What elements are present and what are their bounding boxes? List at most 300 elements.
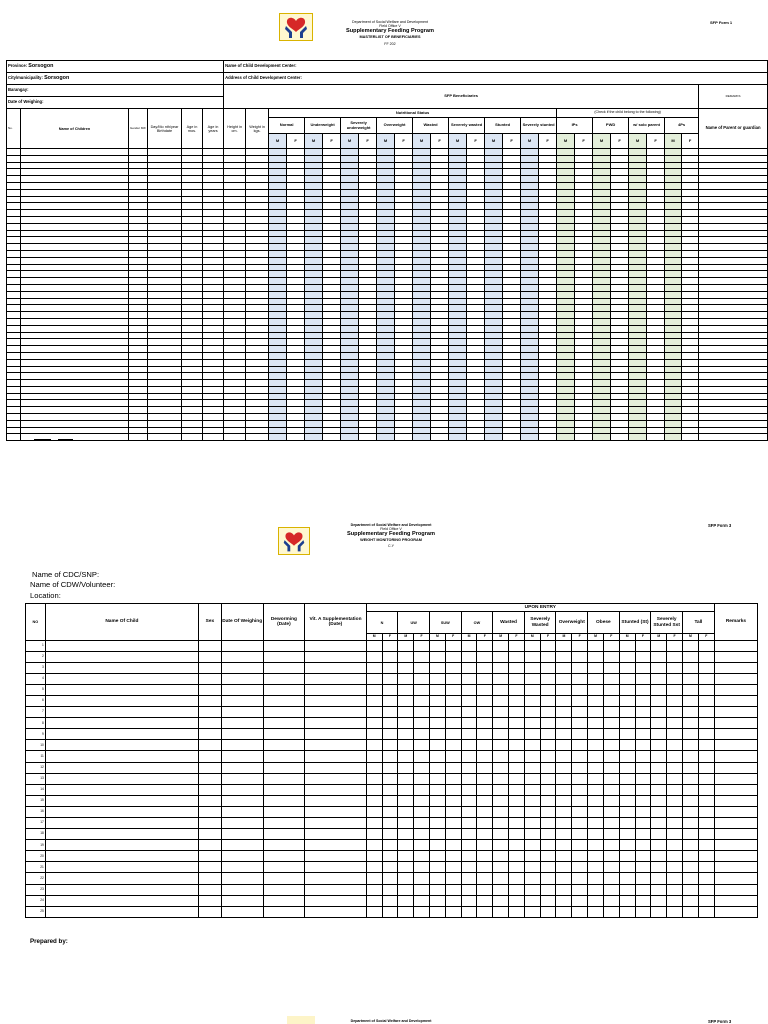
entry-cell[interactable] — [305, 414, 323, 421]
entry-cell[interactable] — [263, 684, 305, 695]
entry-cell[interactable] — [682, 884, 698, 895]
entry-cell[interactable] — [377, 155, 395, 162]
entry-cell[interactable] — [129, 427, 148, 434]
entry-cell[interactable] — [629, 291, 647, 298]
entry-cell[interactable] — [698, 729, 714, 740]
entry-cell[interactable] — [503, 189, 521, 196]
entry-cell[interactable] — [467, 434, 485, 441]
entry-cell[interactable] — [203, 155, 224, 162]
entry-cell[interactable] — [665, 407, 682, 414]
entry-cell[interactable] — [556, 673, 572, 684]
entry-cell[interactable] — [629, 305, 647, 312]
entry-cell[interactable] — [305, 332, 323, 339]
entry-cell[interactable] — [682, 264, 699, 271]
entry-cell[interactable] — [485, 216, 503, 223]
entry-cell[interactable] — [651, 707, 667, 718]
entry-cell[interactable] — [246, 359, 269, 366]
entry-cell[interactable] — [305, 237, 323, 244]
entry-cell[interactable] — [395, 284, 413, 291]
entry-cell[interactable] — [593, 237, 611, 244]
entry-cell[interactable] — [431, 155, 449, 162]
entry-cell[interactable] — [629, 386, 647, 393]
entry-cell[interactable] — [305, 729, 366, 740]
entry-cell[interactable] — [182, 271, 203, 278]
entry-cell[interactable] — [588, 829, 604, 840]
entry-cell[interactable] — [575, 427, 593, 434]
entry-cell[interactable] — [575, 291, 593, 298]
entry-cell[interactable] — [593, 196, 611, 203]
entry-cell[interactable] — [575, 284, 593, 291]
entry-cell[interactable] — [449, 325, 467, 332]
entry-cell[interactable] — [467, 346, 485, 353]
entry-cell[interactable] — [377, 250, 395, 257]
entry-cell[interactable] — [647, 278, 665, 285]
entry-cell[interactable] — [7, 386, 21, 393]
entry-cell[interactable] — [182, 169, 203, 176]
entry-cell[interactable] — [148, 284, 182, 291]
entry-cell[interactable] — [263, 673, 305, 684]
entry-cell[interactable] — [575, 420, 593, 427]
entry-cell[interactable] — [665, 434, 682, 441]
entry-cell[interactable] — [629, 264, 647, 271]
entry-cell[interactable] — [198, 784, 221, 795]
entry-cell[interactable] — [7, 339, 21, 346]
entry-cell[interactable] — [305, 182, 323, 189]
entry-cell[interactable] — [45, 840, 198, 851]
entry-cell[interactable] — [21, 210, 129, 217]
entry-cell[interactable] — [7, 359, 21, 366]
entry-cell[interactable] — [667, 818, 683, 829]
entry-cell[interactable] — [647, 264, 665, 271]
entry-cell[interactable] — [246, 414, 269, 421]
entry-cell[interactable] — [619, 840, 635, 851]
entry-cell[interactable] — [647, 155, 665, 162]
entry-cell[interactable] — [7, 230, 21, 237]
entry-cell[interactable] — [503, 237, 521, 244]
entry-cell[interactable] — [699, 393, 768, 400]
entry-cell[interactable] — [7, 380, 21, 387]
entry-cell[interactable] — [198, 729, 221, 740]
entry-cell[interactable] — [593, 250, 611, 257]
entry-cell[interactable] — [246, 237, 269, 244]
entry-cell[interactable] — [221, 640, 263, 651]
entry-cell[interactable] — [341, 264, 359, 271]
entry-cell[interactable] — [366, 662, 382, 673]
entry-cell[interactable] — [7, 325, 21, 332]
entry-cell[interactable] — [7, 162, 21, 169]
entry-cell[interactable] — [556, 806, 572, 817]
entry-cell[interactable] — [359, 244, 377, 251]
entry-cell[interactable] — [619, 829, 635, 840]
entry-cell[interactable] — [556, 762, 572, 773]
entry-cell[interactable] — [305, 359, 323, 366]
entry-cell[interactable] — [575, 339, 593, 346]
entry-cell[interactable] — [246, 162, 269, 169]
entry-cell[interactable] — [263, 718, 305, 729]
entry-cell[interactable] — [287, 210, 305, 217]
entry-cell[interactable] — [287, 284, 305, 291]
entry-cell[interactable] — [477, 707, 493, 718]
entry-cell[interactable] — [603, 862, 619, 873]
entry-cell[interactable] — [323, 434, 341, 441]
entry-cell[interactable] — [557, 298, 575, 305]
entry-cell[interactable] — [246, 352, 269, 359]
entry-cell[interactable] — [665, 216, 682, 223]
entry-cell[interactable] — [148, 223, 182, 230]
entry-cell[interactable] — [665, 427, 682, 434]
entry-cell[interactable] — [148, 250, 182, 257]
entry-cell[interactable] — [395, 216, 413, 223]
entry-cell[interactable] — [203, 427, 224, 434]
entry-cell[interactable] — [593, 176, 611, 183]
entry-cell[interactable] — [665, 318, 682, 325]
entry-cell[interactable] — [246, 291, 269, 298]
entry-cell[interactable] — [429, 673, 445, 684]
entry-cell[interactable] — [323, 312, 341, 319]
entry-cell[interactable] — [503, 359, 521, 366]
entry-cell[interactable] — [665, 305, 682, 312]
entry-cell[interactable] — [323, 305, 341, 312]
entry-cell[interactable] — [539, 407, 557, 414]
entry-cell[interactable] — [588, 751, 604, 762]
entry-cell[interactable] — [429, 695, 445, 706]
entry-cell[interactable] — [539, 196, 557, 203]
entry-cell[interactable] — [398, 773, 414, 784]
entry-cell[interactable] — [323, 264, 341, 271]
entry-cell[interactable] — [395, 176, 413, 183]
entry-cell[interactable] — [148, 339, 182, 346]
entry-cell[interactable] — [593, 210, 611, 217]
entry-cell[interactable] — [7, 203, 21, 210]
entry-cell[interactable] — [203, 298, 224, 305]
entry-cell[interactable] — [603, 729, 619, 740]
entry-cell[interactable] — [611, 386, 629, 393]
entry-cell[interactable] — [305, 906, 366, 917]
entry-cell[interactable] — [382, 740, 398, 751]
entry-cell[interactable] — [269, 162, 287, 169]
entry-cell[interactable] — [556, 829, 572, 840]
entry-cell[interactable] — [611, 332, 629, 339]
entry-cell[interactable] — [699, 271, 768, 278]
entry-cell[interactable] — [382, 751, 398, 762]
entry-cell[interactable] — [629, 244, 647, 251]
entry-cell[interactable] — [467, 189, 485, 196]
entry-cell[interactable] — [539, 386, 557, 393]
entry-cell[interactable] — [682, 673, 698, 684]
entry-cell[interactable] — [485, 352, 503, 359]
entry-cell[interactable] — [611, 291, 629, 298]
entry-cell[interactable] — [21, 325, 129, 332]
entry-cell[interactable] — [224, 149, 246, 156]
entry-cell[interactable] — [521, 284, 539, 291]
entry-cell[interactable] — [593, 169, 611, 176]
entry-cell[interactable] — [429, 906, 445, 917]
entry-cell[interactable] — [148, 271, 182, 278]
entry-cell[interactable] — [413, 291, 431, 298]
entry-cell[interactable] — [341, 414, 359, 421]
entry-cell[interactable] — [269, 284, 287, 291]
entry-cell[interactable] — [682, 393, 699, 400]
entry-cell[interactable] — [503, 352, 521, 359]
entry-cell[interactable] — [305, 420, 323, 427]
entry-cell[interactable] — [203, 237, 224, 244]
entry-cell[interactable] — [221, 651, 263, 662]
entry-cell[interactable] — [305, 271, 323, 278]
entry-cell[interactable] — [575, 318, 593, 325]
entry-cell[interactable] — [557, 196, 575, 203]
entry-cell[interactable] — [366, 751, 382, 762]
entry-cell[interactable] — [665, 189, 682, 196]
entry-cell[interactable] — [588, 729, 604, 740]
entry-cell[interactable] — [619, 762, 635, 773]
entry-cell[interactable] — [221, 862, 263, 873]
entry-cell[interactable] — [224, 203, 246, 210]
entry-cell[interactable] — [485, 155, 503, 162]
entry-cell[interactable] — [682, 873, 698, 884]
entry-cell[interactable] — [305, 806, 366, 817]
entry-cell[interactable] — [449, 380, 467, 387]
entry-cell[interactable] — [557, 278, 575, 285]
entry-cell[interactable] — [182, 223, 203, 230]
entry-cell[interactable] — [540, 673, 556, 684]
entry-cell[interactable] — [619, 651, 635, 662]
entry-cell[interactable] — [341, 291, 359, 298]
entry-cell[interactable] — [269, 386, 287, 393]
entry-cell[interactable] — [221, 895, 263, 906]
entry-cell[interactable] — [445, 873, 461, 884]
entry-cell[interactable] — [682, 707, 698, 718]
entry-cell[interactable] — [699, 162, 768, 169]
entry-cell[interactable] — [467, 318, 485, 325]
entry-cell[interactable] — [699, 359, 768, 366]
entry-cell[interactable] — [682, 230, 699, 237]
entry-cell[interactable] — [203, 169, 224, 176]
entry-cell[interactable] — [429, 718, 445, 729]
entry-cell[interactable] — [21, 312, 129, 319]
entry-cell[interactable] — [395, 339, 413, 346]
entry-cell[interactable] — [539, 325, 557, 332]
entry-cell[interactable] — [682, 851, 698, 862]
entry-cell[interactable] — [263, 662, 305, 673]
entry-cell[interactable] — [682, 346, 699, 353]
entry-cell[interactable] — [224, 210, 246, 217]
entry-cell[interactable] — [699, 278, 768, 285]
entry-cell[interactable] — [429, 762, 445, 773]
entry-cell[interactable] — [224, 196, 246, 203]
entry-cell[interactable] — [413, 298, 431, 305]
entry-cell[interactable] — [203, 325, 224, 332]
entry-cell[interactable] — [651, 640, 667, 651]
entry-cell[interactable] — [203, 189, 224, 196]
entry-cell[interactable] — [619, 718, 635, 729]
entry-cell[interactable] — [521, 244, 539, 251]
entry-cell[interactable] — [323, 230, 341, 237]
entry-cell[interactable] — [148, 237, 182, 244]
entry-cell[interactable] — [647, 346, 665, 353]
entry-cell[interactable] — [182, 230, 203, 237]
entry-cell[interactable] — [682, 380, 699, 387]
entry-cell[interactable] — [224, 271, 246, 278]
entry-cell[interactable] — [588, 718, 604, 729]
entry-cell[interactable] — [461, 862, 477, 873]
entry-cell[interactable] — [129, 291, 148, 298]
entry-cell[interactable] — [395, 250, 413, 257]
entry-cell[interactable] — [629, 352, 647, 359]
entry-cell[interactable] — [593, 284, 611, 291]
entry-cell[interactable] — [629, 359, 647, 366]
entry-cell[interactable] — [7, 196, 21, 203]
entry-cell[interactable] — [665, 264, 682, 271]
entry-cell[interactable] — [382, 673, 398, 684]
entry-cell[interactable] — [182, 278, 203, 285]
entry-cell[interactable] — [665, 250, 682, 257]
entry-cell[interactable] — [413, 400, 431, 407]
entry-cell[interactable] — [647, 210, 665, 217]
entry-cell[interactable] — [395, 352, 413, 359]
entry-cell[interactable] — [603, 707, 619, 718]
entry-cell[interactable] — [699, 230, 768, 237]
entry-cell[interactable] — [603, 662, 619, 673]
entry-cell[interactable] — [629, 149, 647, 156]
entry-cell[interactable] — [665, 386, 682, 393]
entry-cell[interactable] — [366, 673, 382, 684]
entry-cell[interactable] — [305, 373, 323, 380]
entry-cell[interactable] — [287, 332, 305, 339]
entry-cell[interactable] — [449, 298, 467, 305]
entry-cell[interactable] — [521, 278, 539, 285]
entry-cell[interactable] — [203, 359, 224, 366]
entry-cell[interactable] — [221, 795, 263, 806]
entry-cell[interactable] — [359, 352, 377, 359]
entry-cell[interactable] — [593, 271, 611, 278]
entry-cell[interactable] — [593, 400, 611, 407]
entry-cell[interactable] — [556, 662, 572, 673]
entry-cell[interactable] — [647, 318, 665, 325]
entry-cell[interactable] — [714, 906, 757, 917]
entry-cell[interactable] — [485, 196, 503, 203]
entry-cell[interactable] — [45, 651, 198, 662]
entry-cell[interactable] — [449, 400, 467, 407]
entry-cell[interactable] — [619, 729, 635, 740]
entry-cell[interactable] — [485, 257, 503, 264]
entry-cell[interactable] — [21, 176, 129, 183]
entry-cell[interactable] — [21, 155, 129, 162]
entry-cell[interactable] — [593, 291, 611, 298]
entry-cell[interactable] — [629, 400, 647, 407]
entry-cell[interactable] — [619, 640, 635, 651]
entry-cell[interactable] — [182, 332, 203, 339]
entry-cell[interactable] — [431, 210, 449, 217]
entry-cell[interactable] — [263, 695, 305, 706]
entry-cell[interactable] — [665, 312, 682, 319]
entry-cell[interactable] — [556, 862, 572, 873]
entry-cell[interactable] — [540, 873, 556, 884]
entry-cell[interactable] — [524, 707, 540, 718]
entry-cell[interactable] — [21, 203, 129, 210]
entry-cell[interactable] — [414, 806, 430, 817]
entry-cell[interactable] — [287, 250, 305, 257]
entry-cell[interactable] — [382, 718, 398, 729]
entry-cell[interactable] — [635, 829, 651, 840]
entry-cell[interactable] — [7, 352, 21, 359]
entry-cell[interactable] — [461, 873, 477, 884]
entry-cell[interactable] — [429, 795, 445, 806]
entry-cell[interactable] — [477, 873, 493, 884]
entry-cell[interactable] — [431, 352, 449, 359]
entry-cell[interactable] — [377, 325, 395, 332]
entry-cell[interactable] — [575, 237, 593, 244]
entry-cell[interactable] — [21, 189, 129, 196]
entry-cell[interactable] — [651, 818, 667, 829]
entry-cell[interactable] — [539, 230, 557, 237]
entry-cell[interactable] — [509, 640, 525, 651]
entry-cell[interactable] — [485, 318, 503, 325]
entry-cell[interactable] — [221, 906, 263, 917]
entry-cell[interactable] — [467, 339, 485, 346]
entry-cell[interactable] — [449, 264, 467, 271]
entry-cell[interactable] — [395, 162, 413, 169]
entry-cell[interactable] — [414, 751, 430, 762]
entry-cell[interactable] — [287, 155, 305, 162]
entry-cell[interactable] — [524, 640, 540, 651]
entry-cell[interactable] — [539, 339, 557, 346]
entry-cell[interactable] — [359, 380, 377, 387]
entry-cell[interactable] — [263, 795, 305, 806]
entry-cell[interactable] — [429, 773, 445, 784]
entry-cell[interactable] — [540, 662, 556, 673]
entry-cell[interactable] — [263, 651, 305, 662]
entry-cell[interactable] — [682, 762, 698, 773]
entry-cell[interactable] — [359, 189, 377, 196]
entry-cell[interactable] — [305, 230, 323, 237]
entry-cell[interactable] — [7, 318, 21, 325]
entry-cell[interactable] — [524, 695, 540, 706]
entry-cell[interactable] — [221, 662, 263, 673]
entry-cell[interactable] — [21, 162, 129, 169]
entry-cell[interactable] — [698, 818, 714, 829]
entry-cell[interactable] — [682, 339, 699, 346]
entry-cell[interactable] — [287, 339, 305, 346]
entry-cell[interactable] — [485, 210, 503, 217]
entry-cell[interactable] — [445, 640, 461, 651]
entry-cell[interactable] — [603, 840, 619, 851]
entry-cell[interactable] — [524, 829, 540, 840]
entry-cell[interactable] — [203, 434, 224, 441]
entry-cell[interactable] — [182, 257, 203, 264]
entry-cell[interactable] — [414, 884, 430, 895]
entry-cell[interactable] — [148, 196, 182, 203]
entry-cell[interactable] — [572, 829, 588, 840]
entry-cell[interactable] — [341, 149, 359, 156]
entry-cell[interactable] — [7, 366, 21, 373]
entry-cell[interactable] — [323, 203, 341, 210]
entry-cell[interactable] — [269, 203, 287, 210]
entry-cell[interactable] — [575, 407, 593, 414]
entry-cell[interactable] — [182, 434, 203, 441]
entry-cell[interactable] — [45, 740, 198, 751]
entry-cell[interactable] — [477, 818, 493, 829]
entry-cell[interactable] — [467, 216, 485, 223]
entry-cell[interactable] — [682, 895, 698, 906]
entry-cell[interactable] — [203, 380, 224, 387]
entry-cell[interactable] — [682, 169, 699, 176]
entry-cell[interactable] — [449, 427, 467, 434]
entry-cell[interactable] — [503, 162, 521, 169]
entry-cell[interactable] — [524, 851, 540, 862]
entry-cell[interactable] — [246, 203, 269, 210]
entry-cell[interactable] — [667, 840, 683, 851]
entry-cell[interactable] — [366, 851, 382, 862]
